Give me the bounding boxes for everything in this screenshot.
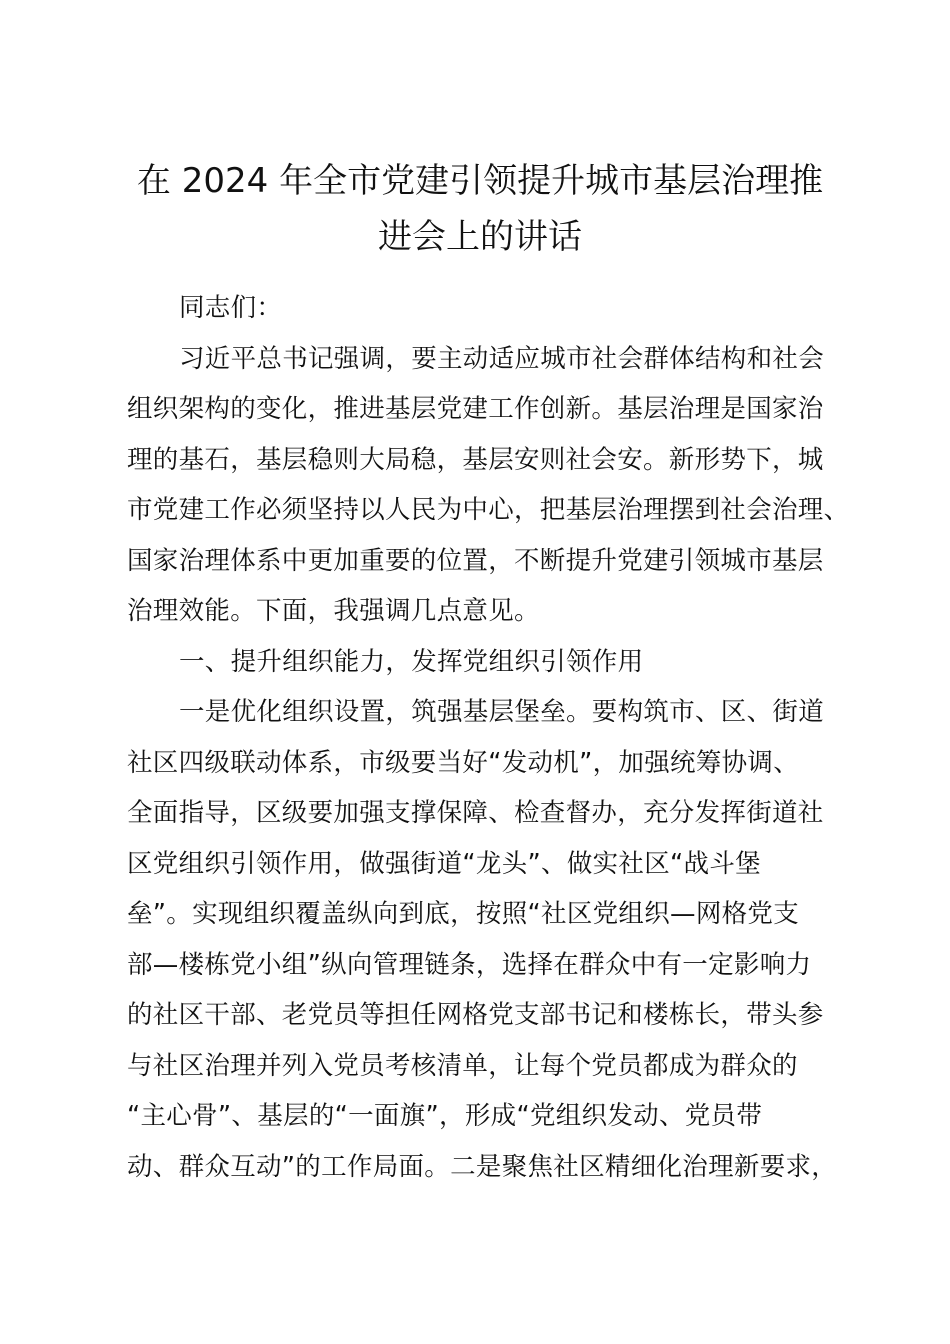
- body-line: 部—楼栋党小组”纵向管理链条，选择在群众中有一定影响力: [127, 949, 812, 980]
- body-line: 与社区治理并列入党员考核清单，让每个党员都成为群众的: [127, 1050, 798, 1081]
- body-line: 治理效能。下面，我强调几点意见。: [127, 596, 540, 626]
- title-line-2: 进会上的讲话: [378, 217, 582, 257]
- body-line: 全面指导，区级要加强支撑保障、检查督办，充分发挥街道社: [127, 798, 824, 828]
- body-line: “主心骨”、基层的“一面旗”，形成“党组织发动、党员带: [127, 1101, 763, 1131]
- document-body: [127, 283, 850, 1192]
- body-line: 组织架构的变化，推进基层党建工作创新。基层治理是国家治: [127, 394, 824, 424]
- body-line: 一是优化组织设置，筑强基层堡垒。要构筑市、区、街道: [179, 697, 825, 727]
- body-line: 垒”。实现组织覆盖纵向到底，按照“社区党组织—网格党支: [127, 899, 800, 929]
- body-line: 市党建工作必须坚持以人民为中心，把基层治理摆到社会治理、: [127, 495, 850, 525]
- body-line: 国家治理体系中更加重要的位置，不断提升党建引领城市基层: [127, 545, 824, 576]
- body-line: 社区四级联动体系，市级要当好“发动机”，加强统筹协调、: [127, 747, 800, 778]
- title-line-1: 在 2024 年全市党建引领提升城市基层治理推: [136, 161, 824, 201]
- document-title: [110, 153, 850, 265]
- body-line: 动、群众互动”的工作局面。二是聚焦社区精细化治理新要求，: [127, 1151, 838, 1182]
- body-line: 区党组织引领作用，做强街道“龙头”、做实社区“战斗堡: [127, 848, 761, 879]
- body-line: 习近平总书记强调，要主动适应城市社会群体结构和社会: [179, 343, 825, 374]
- body-line: 同志们：: [179, 293, 283, 323]
- body-line: 一、提升组织能力，发挥党组织引领作用: [179, 646, 644, 677]
- body-line: 理的基石，基层稳则大局稳，基层安则社会安。新形势下，城: [127, 444, 824, 475]
- body-line: 的社区干部、老党员等担任网格党支部书记和楼栋长，带头参: [127, 1000, 824, 1030]
